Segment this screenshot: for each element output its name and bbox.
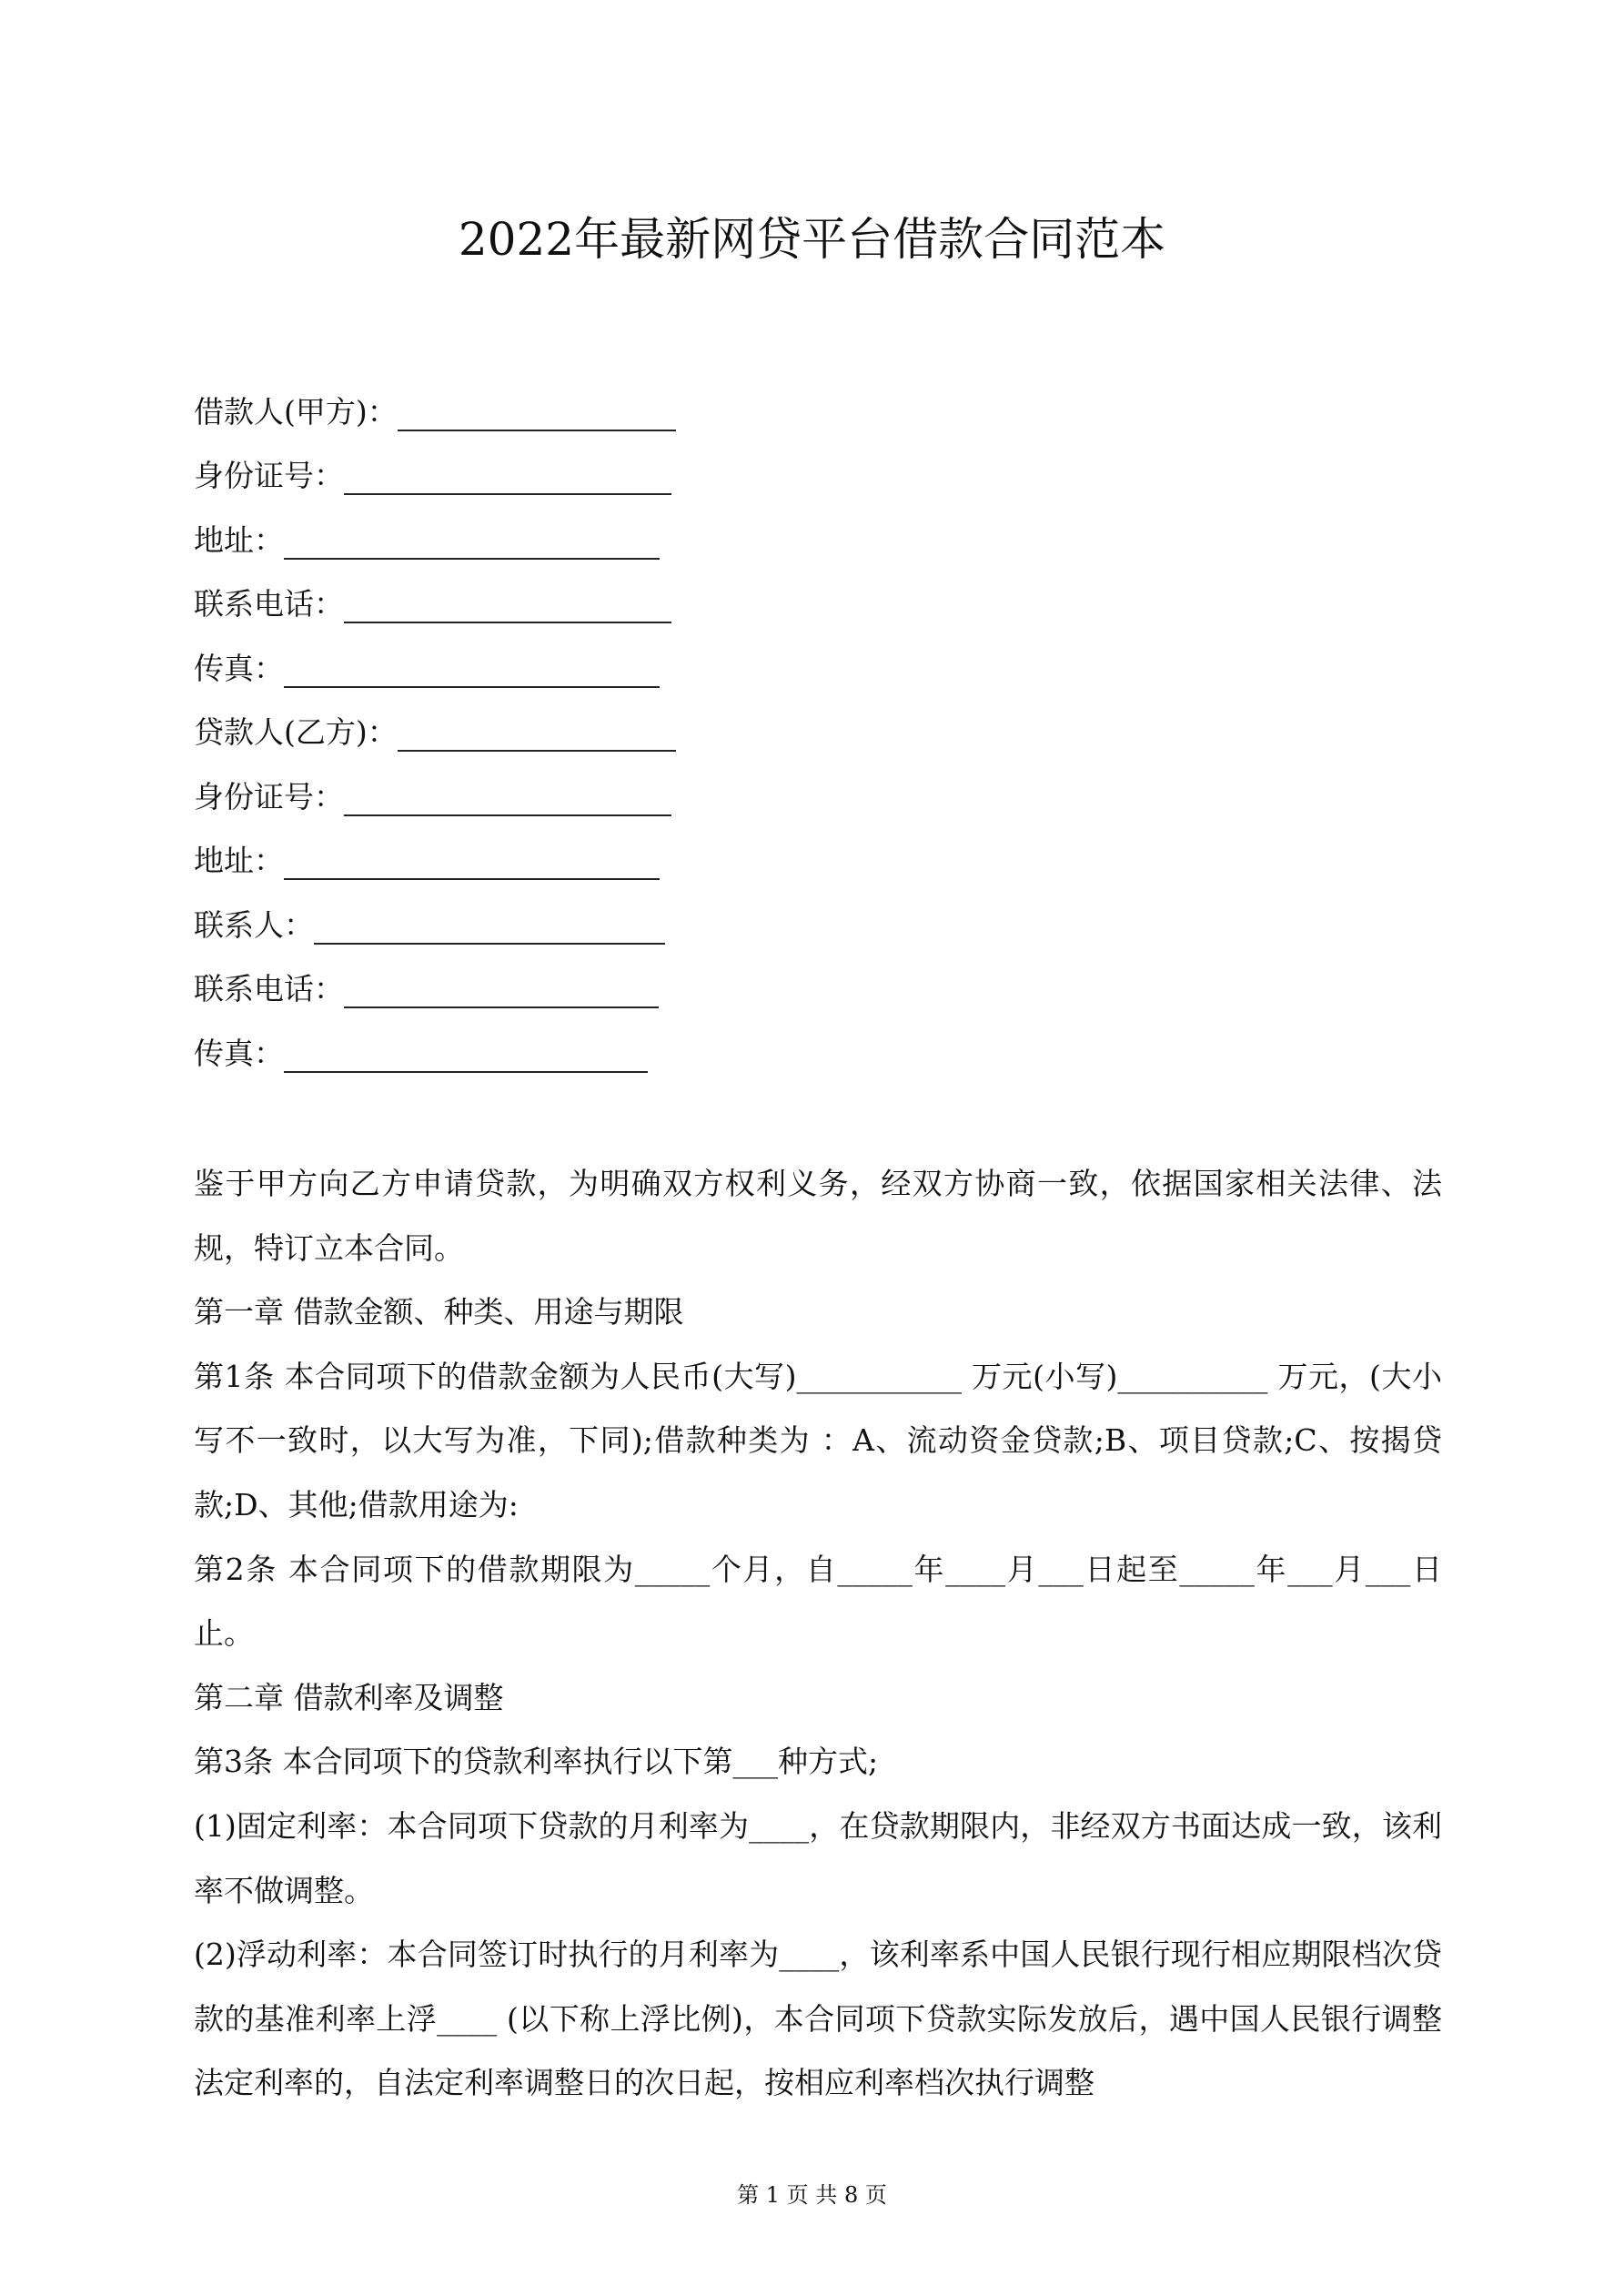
- field-lender-contact: [194, 891, 676, 956]
- field-borrower: [194, 378, 676, 442]
- blank-line: [344, 451, 671, 495]
- field-label: 身份证号：: [194, 458, 344, 493]
- field-borrower-address: [194, 506, 676, 571]
- blank-line: [344, 773, 671, 816]
- party-info-fields: [194, 378, 676, 1084]
- blank-line: [284, 644, 660, 688]
- document-title: 2022年最新网贷平台借款合同范本: [458, 213, 1166, 266]
- field-lender: [194, 699, 676, 764]
- field-label: 身份证号：: [194, 778, 344, 814]
- field-borrower-id: [194, 442, 676, 507]
- article-paragraph: 第1条 本合同项下的借款金额为人民币(大写)___________ 万元(小写)__________ 万元，(大小写不一致时，以大写为准，下同);借款种类为 ：A、流动资金贷款;B、项目贷款;C、按揭贷款;D、其他;借款用途为:: [194, 1358, 1442, 1522]
- field-label: 贷款人(乙方)：: [194, 714, 398, 750]
- chapter-heading: 第二章 借款利率及调整: [194, 1679, 504, 1715]
- contract-body: [194, 1152, 1442, 2116]
- blank-line: [344, 580, 671, 623]
- field-label: 地址：: [194, 843, 284, 878]
- blank-line: [398, 708, 676, 752]
- blank-line: [398, 388, 676, 431]
- field-borrower-phone: [194, 571, 676, 635]
- field-lender-id: [194, 763, 676, 827]
- field-label: 借款人(甲方)：: [194, 393, 398, 430]
- article-paragraph: 第2条 本合同项下的借款期限为_____个月，自_____年____月___日起至_____年___月___日止。: [194, 1551, 1442, 1652]
- blank-line: [284, 516, 660, 560]
- field-label: 传真：: [194, 650, 284, 686]
- field-label: 联系电话：: [194, 971, 344, 1006]
- page-footer: 第 1 页 共 8 页: [737, 2182, 887, 2208]
- field-label: 传真：: [194, 1035, 284, 1071]
- field-label: 联系电话：: [194, 586, 344, 622]
- preamble-paragraph: 鉴于甲方向乙方申请贷款，为明确双方权利义务，经双方协商一致，依据国家相关法律、法规，特订立本合同。: [194, 1166, 1442, 1266]
- blank-line: [314, 901, 665, 945]
- field-lender-address: [194, 827, 676, 892]
- field-label: 联系人：: [194, 906, 314, 943]
- clause-paragraph: (1)固定利率：本合同项下贷款的月利率为____，在贷款期限内，非经双方书面达成一致，该利率不做调整。: [194, 1807, 1442, 1908]
- field-borrower-fax: [194, 634, 676, 699]
- field-lender-fax: [194, 1019, 676, 1084]
- chapter-heading: 第一章 借款金额、种类、用途与期限: [194, 1294, 684, 1330]
- field-lender-phone: [194, 956, 676, 1020]
- field-label: 地址：: [194, 521, 284, 558]
- blank-line: [344, 965, 659, 1008]
- clause-paragraph: (2)浮动利率：本合同签订时执行的月利率为____，该利率系中国人民银行现行相应期限档次贷款的基准利率上浮____ (以下称上浮比例)，本合同项下贷款实际发放后，遇中国人民银行调整法定利率的，自法定利率调整日的次日起，按相应利率档次执行调整: [194, 1937, 1442, 2101]
- blank-line: [284, 836, 660, 880]
- blank-line: [284, 1029, 648, 1073]
- article-paragraph: 第3条 本合同项下的贷款利率执行以下第___种方式;: [194, 1744, 879, 1780]
